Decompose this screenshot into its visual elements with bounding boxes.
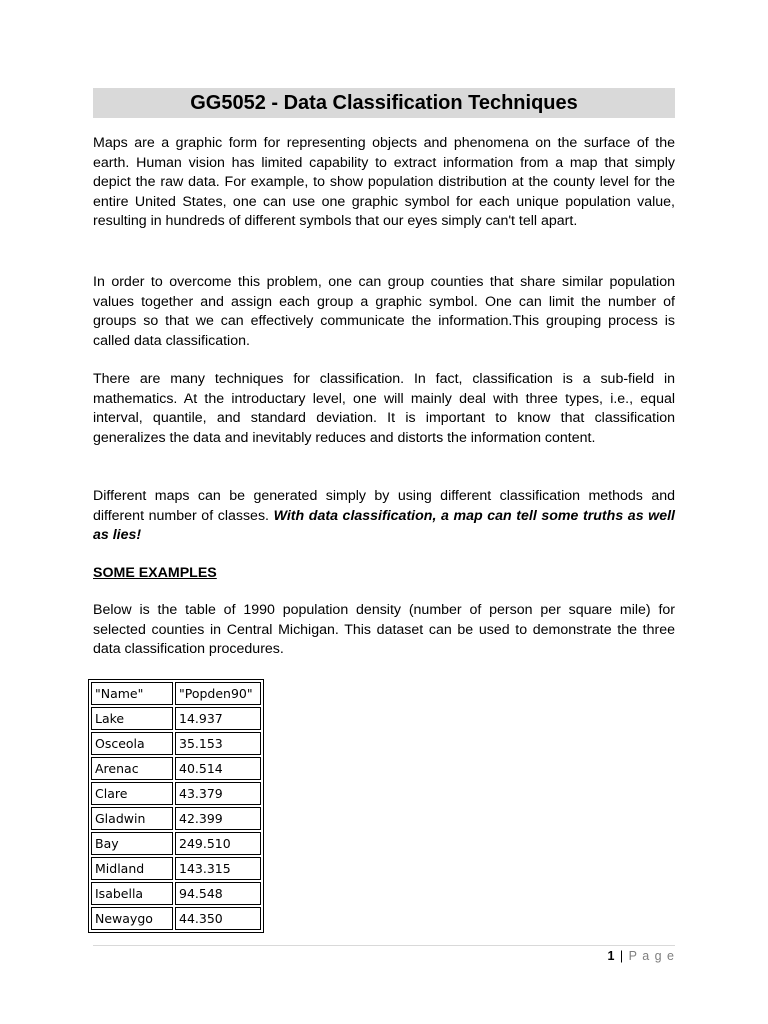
table-row [91, 732, 261, 755]
table-row [91, 832, 261, 855]
table-header-row [91, 682, 261, 705]
county-popden: 249.510 [175, 832, 261, 855]
county-name: Midland [91, 857, 173, 880]
county-popden: 35.153 [175, 732, 261, 755]
table-row [91, 782, 261, 805]
county-popden: 43.379 [175, 782, 261, 805]
county-popden: 42.399 [175, 807, 261, 830]
table-row [91, 757, 261, 780]
page-number: 1 [607, 949, 616, 963]
county-popden: 94.548 [175, 882, 261, 905]
county-name: Lake [91, 707, 173, 730]
county-popden: 44.350 [175, 907, 261, 930]
county-name: Gladwin [91, 807, 173, 830]
maps-paragraph-emphasis: With data classification, a map can tell some truths as well as lies! [93, 507, 675, 544]
county-name: Bay [91, 832, 173, 855]
intro-paragraph: Maps are a graphic form for representing objects and phenomena on the surface of the earth. Human vision has limited capability to extract information from a map that simply depict the raw data. For example, to show population distribution at the county level for the entire United States, one can use one graphic symbol for each unique population value, resulting in hundreds of different symbols that our eyes simply can't tell apart. [93, 135, 675, 230]
table-row [91, 882, 261, 905]
maps-paragraph-text: Different maps can be generated simply by using different classification methods and different number of classes. [93, 488, 675, 524]
table-row [91, 807, 261, 830]
footer-divider [93, 945, 675, 946]
county-name: Isabella [91, 882, 173, 905]
county-name: Osceola [91, 732, 173, 755]
population-table [88, 679, 264, 933]
document-title: GG5052 - Data Classification Techniques [93, 88, 675, 118]
county-popden: 14.937 [175, 707, 261, 730]
county-name: Newaygo [91, 907, 173, 930]
problem-paragraph: In order to overcome this problem, one can group counties that share similar population values together and assign each group a graphic symbol. One can limit the number of groups so that we can effectively communicate the information.This grouping process is called data classification. [93, 274, 675, 349]
page-footer [607, 949, 675, 963]
techniques-paragraph: There are many techniques for classification. In fact, classification is a sub-field in mathematics. At the introductary level, one will mainly deal with three types, i.e., equal interval, quantile, and standard deviation. It is important to know that classification generalizes the data and inevitably reduces and distorts the information content. [93, 371, 675, 446]
table-row [91, 907, 261, 930]
table-row [91, 707, 261, 730]
maps-paragraph [93, 487, 675, 546]
table-row [91, 857, 261, 880]
page-separator: | [615, 949, 629, 963]
table-header-name: "Name" [91, 682, 173, 705]
county-popden: 143.315 [175, 857, 261, 880]
table-intro-paragraph: Below is the table of 1990 population density (number of person per square mile) for selected counties in Central Michigan. This dataset can be used to demonstrate the three data classification procedures. [93, 602, 675, 658]
table-header-popden: "Popden90" [175, 682, 261, 705]
county-name: Clare [91, 782, 173, 805]
county-name: Arenac [91, 757, 173, 780]
section-heading: SOME EXAMPLES [93, 565, 217, 581]
county-popden: 40.514 [175, 757, 261, 780]
page-label: P a g e [628, 949, 675, 963]
